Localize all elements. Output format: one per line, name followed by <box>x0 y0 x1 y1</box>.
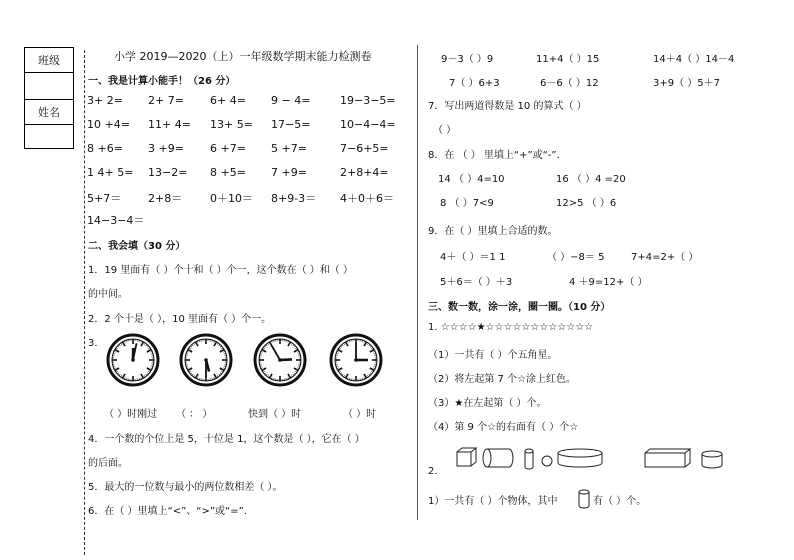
clock-center <box>278 358 282 362</box>
q8-2-2: 12>5 （ ）6 <box>556 198 617 209</box>
calc-item: 7−6+5= <box>340 142 389 155</box>
q8-2-1: 8 （ ）7<9 <box>440 198 494 209</box>
calc-item: 7 +9= <box>271 166 307 179</box>
calc-item: 6+ 4= <box>210 94 246 107</box>
page-title: 小学 2019—2020（上）一年级数学期末能力检测卷 <box>114 50 372 63</box>
solid-shapes <box>455 446 735 472</box>
cmp-1-2: 11+4（ ）15 <box>536 54 600 65</box>
clock-label-3: 快到（ ）时 <box>248 409 302 420</box>
calc-item: 10 +4= <box>87 118 130 131</box>
calc-item: 0＋10＝ <box>210 192 253 205</box>
calc-item: 13+ 5= <box>210 118 253 131</box>
cylinder-tall-shape <box>525 449 533 469</box>
calc-item: 8 +5= <box>210 166 246 179</box>
calc-item: 6 +7= <box>210 142 246 155</box>
name-field[interactable] <box>25 125 73 151</box>
q9-2-2: 4 ＋9=12+（ ） <box>569 277 648 288</box>
clock-face <box>328 332 384 388</box>
clock-center <box>354 358 358 362</box>
cmp-2-2: 6－6（ ）12 <box>540 78 599 89</box>
calc-item: 2+8+4= <box>340 166 389 179</box>
column-divider <box>417 45 418 520</box>
q7-line-b: （ ） <box>433 125 457 136</box>
q8-1-2: 16 （ ）4 =20 <box>556 174 626 185</box>
calc-item: 4＋0＋6＝ <box>340 192 394 205</box>
q8-text: 8．在 （ ） 里填上“+”或“-”． <box>428 150 567 161</box>
stars-q3: （3）★在左起第（ ）个。 <box>428 398 547 409</box>
clock-face <box>252 332 308 388</box>
clock-label-1: （ ）时刚过 <box>104 409 158 420</box>
name-label: 姓名 <box>25 100 73 125</box>
q9-1-2: （ ）−8＝ 5 <box>547 252 605 263</box>
q9-2-1: 5＋6＝（ ）＋3 <box>440 277 513 288</box>
clock-label-4: （ ）时 <box>343 409 377 420</box>
calc-item: 17−5= <box>271 118 311 131</box>
cmp-1-1: 9－3（ ）9 <box>441 54 494 65</box>
calc-item: 8+9-3＝ <box>271 192 317 205</box>
q1-line-a: 1．19 里面有（ ）个十和（ ）个一，这个数在（ ）和（ ） <box>88 265 353 276</box>
q9-text: 9．在（ ）里填上合适的数。 <box>428 226 558 237</box>
calc-item: 3+ 2= <box>87 94 123 107</box>
q9-1-3: 7+4=2+（ ） <box>631 252 699 263</box>
stars-q2: （2）将左起第 7 个☆涂上红色。 <box>428 374 577 385</box>
cmp-1-3: 14＋4（ ）14－4 <box>653 54 735 65</box>
shapes-q1-a: 1）一共有（ ）个物体，其中 <box>428 496 558 507</box>
shapes-q1-b: 有（ ）个。 <box>593 496 647 507</box>
clock-center <box>131 358 135 362</box>
section-1-heading: 一、我是计算小能手！（26 分） <box>88 76 236 87</box>
class-field[interactable] <box>25 73 73 100</box>
cylinder-horizontal-shape <box>483 449 513 467</box>
q7-line-a: 7．写出两道得数是 10 的算式（ ） <box>428 101 587 112</box>
cuboid-shape <box>645 449 690 467</box>
binding-line <box>84 50 85 555</box>
q2-number: 2. <box>428 466 438 477</box>
calc-item: 9 − 4= <box>271 94 311 107</box>
sphere-shape <box>542 456 552 466</box>
q5-text: 5．最大的一位数与最小的两位数相差（ ）。 <box>88 482 283 493</box>
q8-1-1: 14 （ ）4=10 <box>438 174 505 185</box>
cmp-2-3: 3+9（ ）5＋7 <box>653 78 721 89</box>
clock-label-2: （ ： ） <box>176 409 213 420</box>
q2-text: 2．2 个十是（ ），10 里面有（ ）个一。 <box>88 314 272 325</box>
q9-1-1: 4＋（ ）＝1 1 <box>440 252 506 263</box>
cmp-2-1: 7（ ）6+3 <box>449 78 500 89</box>
disk-shape <box>558 449 602 467</box>
q6-text: 6．在（ ）里填上“<”、“>”或“=”. <box>88 506 247 517</box>
class-label: 班级 <box>25 48 73 73</box>
stars-q4: （4）第 9 个☆的右面有（ ）个☆ <box>428 422 579 433</box>
calc-item: 10−4−4= <box>340 118 396 131</box>
clock-face <box>178 332 234 388</box>
calc-item: 2+8＝ <box>148 192 183 205</box>
clock-face <box>105 332 161 388</box>
q3-number: 3． <box>88 338 105 349</box>
cylinder-short-shape <box>702 451 722 468</box>
section-2-heading: 二、我会填（30 分） <box>88 241 186 252</box>
section-3-heading: 三、数一数，涂一涂，圈一圈。（10 分） <box>428 302 611 313</box>
calc-item: 19−3−5= <box>340 94 396 107</box>
calc-item: 2+ 7= <box>148 94 184 107</box>
stars-line: 1. ☆☆☆☆★☆☆☆☆☆☆☆☆☆☆☆☆ <box>428 322 594 333</box>
stars-q1: （1）一共有（ ）个五角星。 <box>428 350 558 361</box>
student-id-box <box>24 47 74 149</box>
calc-item: 5+7＝ <box>87 192 122 205</box>
calc-item: 8 +6= <box>87 142 123 155</box>
calc-item: 1 4+ 5= <box>87 166 134 179</box>
cube-shape <box>457 448 476 466</box>
calc-item: 11+ 4= <box>148 118 191 131</box>
calc-item: 3 +9= <box>148 142 184 155</box>
q1-line-b: 的中间。 <box>88 289 128 300</box>
q4-line-a: 4．一个数的个位上是 5，十位是 1，这个数是（ ），它在（ ） <box>88 434 365 445</box>
clock-center <box>204 358 208 362</box>
calc-last: 14−3−4＝ <box>87 214 145 227</box>
cylinder-icon <box>577 488 591 510</box>
calc-item: 13−2= <box>148 166 188 179</box>
calc-item: 5 +7= <box>271 142 307 155</box>
q4-line-b: 的后面。 <box>88 458 128 469</box>
